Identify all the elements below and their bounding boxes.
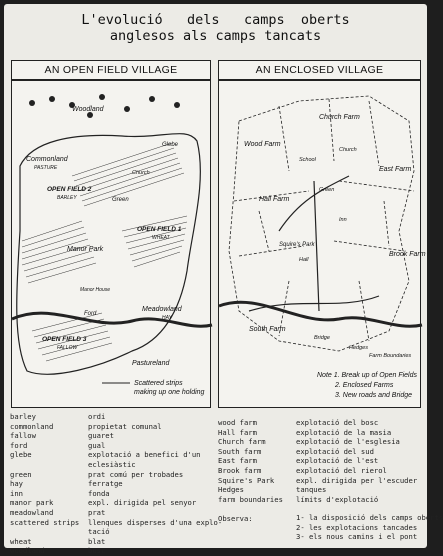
open-field-map [12, 81, 212, 407]
squires-park-label: Squire's Park [279, 242, 315, 248]
document-title-line1: L'evolució dels camps oberts [81, 12, 350, 28]
brook-farm-label: Brook Farm [389, 251, 426, 258]
enclosed-heading: AN ENCLOSED VILLAGE [255, 64, 384, 76]
note-2: 2. Enclosed Farms [335, 382, 394, 389]
farm-boundaries-label: Farm Boundaries [369, 353, 412, 359]
glossary-left-defs: ordi propietat comunal guaret gual explotació a benefici d'un eclesiàstic prat comú per trobades ferratge fonda expl. dirigida pel senyor prat llenques disperses d'una explo- tació blat bosc [88, 412, 223, 556]
pastureland-label: Pastureland [132, 360, 170, 367]
woodland-label: Woodland [72, 106, 104, 113]
church-label: Church [132, 170, 150, 176]
hall-farm-label: Hall Farm [259, 196, 290, 203]
glossary-right-terms: wood farm Hall farm Church farm South farm East farm Brook farm Squire's Park Hedges farm boundaries Observa: [218, 418, 283, 523]
inn-label: Inn [339, 217, 347, 223]
open-field-map-panel [11, 60, 211, 408]
ford-label: Ford [84, 311, 97, 317]
glossary-right-defs: explotació del bosc explotació de la masia explotació de l'esglesia explotació del sud explotació de l'est explotació del rierol expl. dirigida per l'escuder tanques límits d'explotació [296, 418, 418, 504]
bridge-label: Bridge [314, 335, 330, 341]
open-field-2-label: OPEN FIELD 2 [47, 186, 92, 193]
legend-line-2: making up one holding [134, 389, 205, 396]
enclosed-map [219, 81, 426, 407]
glossary-left-terms: barley commonland fallow ford glebe green hay inn manor park meadowland scattered strips wheat woodland [10, 412, 80, 556]
open-field-heading: AN OPEN FIELD VILLAGE [44, 64, 178, 76]
east-farm-label: East Farm [379, 166, 412, 173]
river [219, 302, 422, 326]
trees [29, 94, 180, 118]
open-field-3-label: OPEN FIELD 3 [42, 336, 87, 343]
legend-line-1: Scattered strips [134, 380, 183, 387]
hall-label: Hall [299, 257, 309, 263]
wood-farm-label: Wood Farm [244, 141, 281, 148]
hedges [229, 96, 414, 351]
note-1: Note 1. Break up of Open Fields [317, 372, 417, 379]
church-label: Church [339, 147, 357, 153]
school-label: School [299, 157, 316, 163]
enclosed-map-panel [218, 60, 426, 408]
river [12, 313, 212, 326]
green-label: Green [112, 197, 129, 203]
note-3: 3. New roads and Bridge [335, 392, 413, 399]
south-farm-label: South Farm [249, 326, 286, 333]
fallow-label: FALLOW [57, 345, 78, 351]
document-title-line2: anglesos als camps tancats [109, 28, 322, 44]
hedges-label: Hedges [349, 345, 368, 351]
open-field-1-label: OPEN FIELD 1 [137, 226, 182, 233]
pasture-label: PASTURE [34, 165, 58, 171]
hay-label: HAY [162, 315, 172, 321]
glebe-label: Glebe [162, 142, 179, 148]
meadowland-label: Meadowland [142, 306, 182, 313]
church-farm-label: Church Farm [319, 114, 360, 121]
commonland-label: Commonland [26, 156, 68, 163]
barley-label: BARLEY [57, 195, 77, 201]
manor-house-label: Manor House [80, 287, 111, 293]
glossary-notes: 1- la disposició dels camps oberts 2- les explotacions tancades 3- els nous camins i el pont [296, 513, 443, 542]
document-page [4, 4, 443, 556]
wheat-label: WHEAT [152, 235, 170, 241]
strip-hatching [22, 143, 187, 361]
green-label: Green [319, 187, 335, 193]
manor-park-label: Manor Park [67, 246, 104, 253]
